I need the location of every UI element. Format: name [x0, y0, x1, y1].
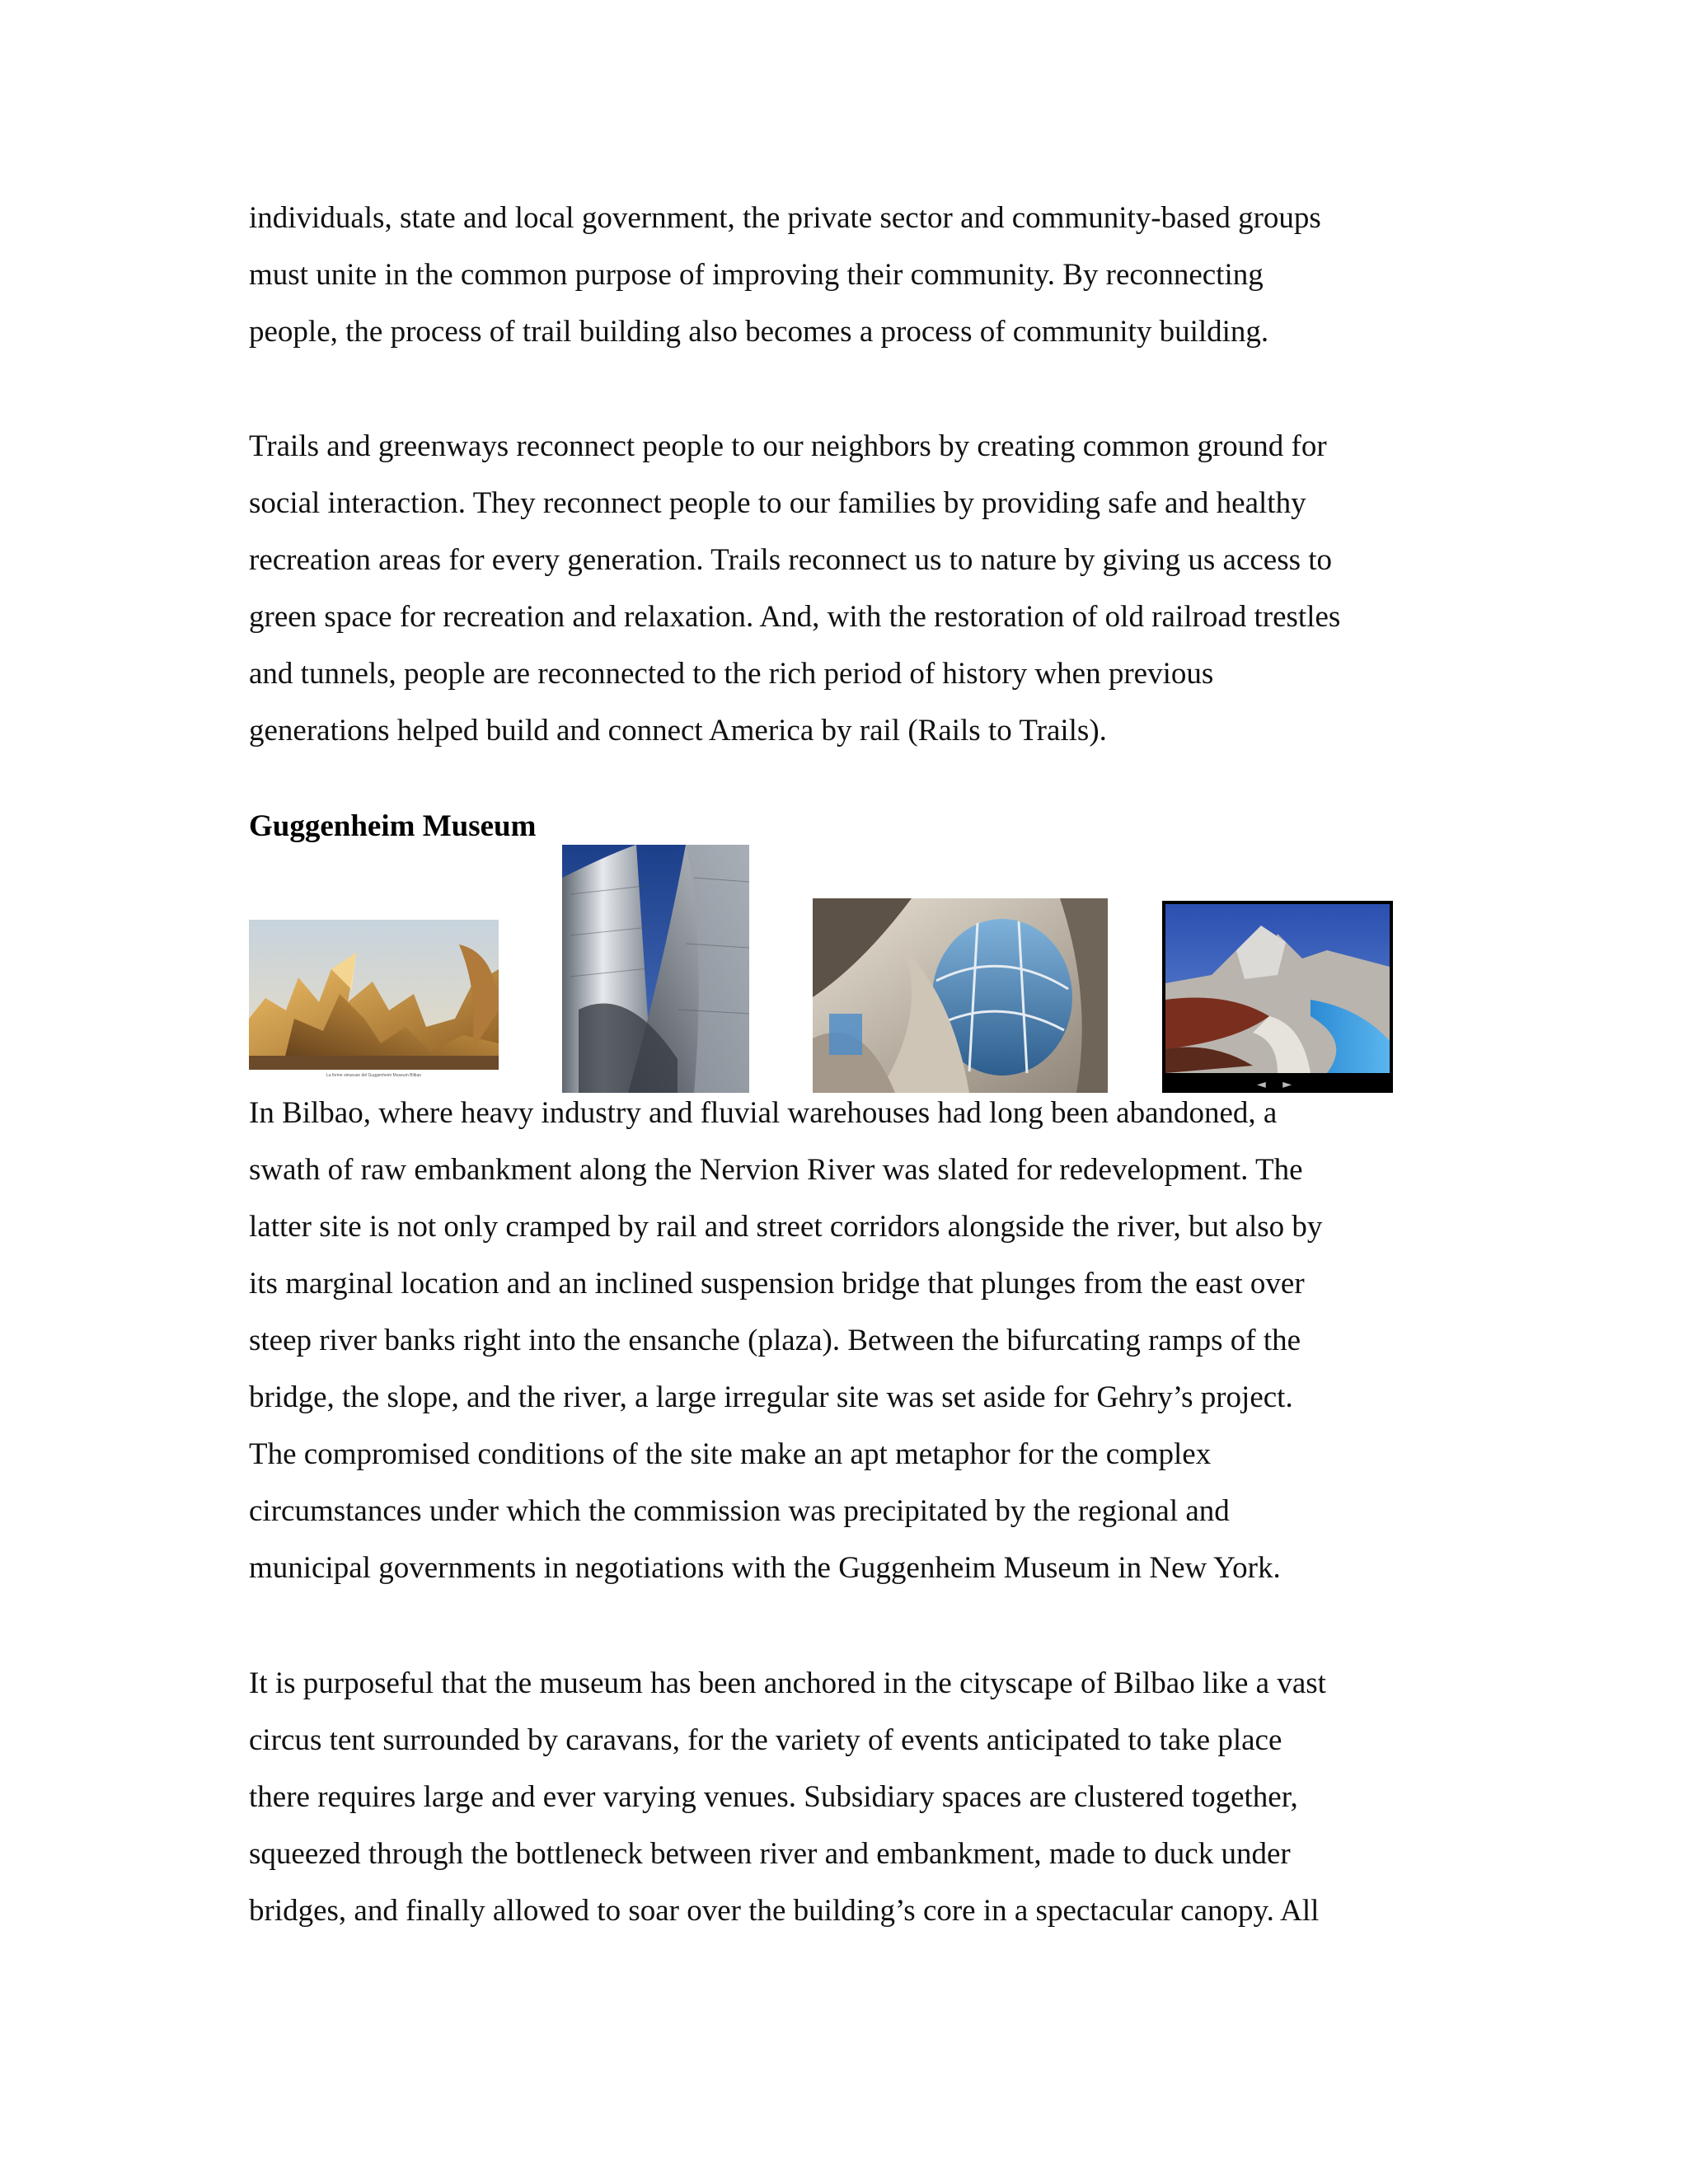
museum-exterior-photo	[249, 920, 499, 1081]
text-line: bridge, the slope, and the river, a large irregular site was set aside for Gehry’s project.	[249, 1380, 1293, 1414]
paragraph-4	[249, 1655, 1326, 1939]
text-line: social interaction. They reconnect people to our families by providing safe and healthy	[249, 486, 1306, 520]
text-line: squeezed through the bottleneck between river and embankment, made to duck under	[249, 1837, 1291, 1871]
museum-exterior-image	[249, 920, 499, 1070]
text-line: there requires large and ever varying venues. Subsidiary spaces are clustered together,	[249, 1780, 1298, 1814]
text-line: The compromised conditions of the site make an apt metaphor for the complex	[249, 1437, 1212, 1471]
paragraph-1	[249, 190, 1321, 360]
text-line: green space for recreation and relaxation. And, with the restoration of old railroad trestles	[249, 600, 1341, 634]
text-line: In Bilbao, where heavy industry and fluvial warehouses had long been abandoned, a	[249, 1096, 1278, 1130]
slideshow-nav-arrows[interactable]: ◄ ►	[1257, 1078, 1298, 1091]
text-line: its marginal location and an inclined suspension bridge that plunges from the east over	[249, 1267, 1305, 1301]
atrium-interior-photo	[813, 898, 1108, 1093]
text-line: It is purposeful that the museum has been anchored in the cityscape of Bilbao like a vast	[249, 1666, 1326, 1700]
text-line: circumstances under which the commission was precipitated by the regional and	[249, 1494, 1230, 1528]
text-line: latter site is not only cramped by rail and street corridors alongside the river, but also by	[249, 1210, 1323, 1244]
atrium-interior-image	[813, 898, 1108, 1093]
paragraph-3	[249, 1085, 1322, 1596]
text-line: individuals, state and local government, the private sector and community-based groups	[249, 201, 1321, 235]
text-line: Trails and greenways reconnect people to our neighbors by creating common ground for	[249, 429, 1327, 463]
text-line: swath of raw embankment along the Nervion River was slated for redevelopment. The	[249, 1153, 1303, 1187]
section-heading: Guggenheim Museum	[249, 809, 537, 843]
text-line: municipal governments in negotiations with the Guggenheim Museum in New York.	[249, 1551, 1281, 1585]
text-line: bridges, and finally allowed to soar over the building’s core in a spectacular canopy. All	[249, 1894, 1320, 1928]
text-line: and tunnels, people are reconnected to the rich period of history when previous	[249, 657, 1214, 691]
titanium-facade-photo	[562, 845, 749, 1093]
text-line: must unite in the common purpose of improving their community. By reconnecting	[249, 258, 1264, 292]
photo-caption: La forme sinueuse del Guggenheim Museum Bilbao	[249, 1070, 499, 1081]
text-line: circus tent surrounded by caravans, for the variety of events anticipated to take place	[249, 1723, 1282, 1757]
text-line: people, the process of trail building also becomes a process of community building.	[249, 315, 1269, 349]
text-line: steep river banks right into the ensanche (plaza). Between the bifurcating ramps of the	[249, 1324, 1301, 1357]
text-line: generations helped build and connect America by rail (Rails to Trails).	[249, 714, 1107, 748]
titanium-facade-image	[562, 845, 749, 1093]
text-line: recreation areas for every generation. Trails reconnect us to nature by giving us access to	[249, 543, 1333, 577]
paragraph-2	[249, 418, 1340, 759]
aerial-view-photo	[1162, 901, 1393, 1093]
aerial-view-image	[1162, 901, 1393, 1093]
